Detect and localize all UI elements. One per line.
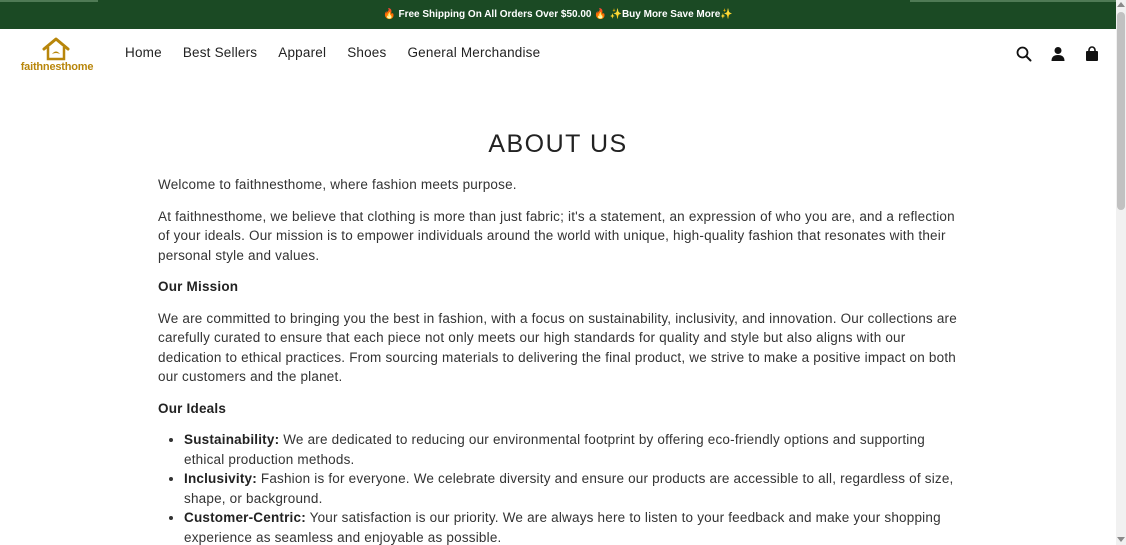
nav-general-merchandise[interactable]: General Merchandise: [407, 45, 541, 60]
page-title: ABOUT US: [488, 130, 628, 158]
nav-home[interactable]: Home: [125, 45, 162, 60]
list-item: [184, 508, 958, 545]
announcement-text: 🔥 Free Shipping On All Orders Over $50.00 🔥 ✨Buy More Save More✨: [383, 9, 733, 20]
announcement-bar: [0, 0, 1116, 29]
ideals-heading: Our Ideals: [158, 400, 227, 416]
ideal-term: Customer-Centric:: [184, 510, 306, 525]
site-header: [0, 29, 1116, 79]
list-item: [184, 469, 958, 508]
announcement-divider: [0, 0, 98, 2]
account-icon[interactable]: [1050, 46, 1066, 62]
page-scrollbar[interactable]: [1116, 0, 1126, 545]
cart-icon[interactable]: [1084, 46, 1100, 62]
about-content: [158, 130, 958, 545]
ideal-term: Inclusivity:: [184, 471, 257, 486]
ideals-list: [184, 430, 958, 545]
logo[interactable]: [19, 37, 95, 75]
list-item: [184, 430, 958, 469]
main-nav: [125, 45, 561, 60]
search-icon[interactable]: [1016, 46, 1032, 62]
belief-text: At faithnesthome, we believe that clothing is more than just fabric; it's a statement, an expression of who you are, and a reflection of your ideals. Our mission is to empower individuals around the world with unique, high-quality fashion that resonates with their personal style and values.: [158, 208, 955, 263]
ideal-term: Sustainability:: [184, 432, 280, 447]
announcement-divider: [910, 0, 1116, 2]
scroll-down-arrow-icon[interactable]: [1117, 537, 1125, 542]
mission-text: We are committed to bringing you the best in fashion, with a focus on sustainability, inclusivity, and innovation. Our collections are carefully curated to ensure that each piece not only meets our high standards for quality and style but also aligns with our dedication to ethical practices. From sourcing materials to delivering the final product, we strive to make a positive impact on both our customers and the planet.: [158, 310, 957, 384]
intro-text: Welcome to faithnesthome, where fashion meets purpose.: [158, 177, 517, 192]
header-icons: [1016, 46, 1100, 62]
nav-best-sellers[interactable]: Best Sellers: [182, 45, 258, 60]
scroll-thumb[interactable]: [1117, 12, 1125, 210]
ideal-text: We are dedicated to reducing our environmental footprint by offering eco-friendly options and supporting ethical production methods.: [184, 432, 925, 467]
nav-apparel[interactable]: Apparel: [278, 45, 327, 60]
nav-shoes[interactable]: Shoes: [347, 45, 387, 60]
ideal-text: Fashion is for everyone. We celebrate diversity and ensure our products are accessible to all, regardless of size, shape, or background.: [184, 471, 954, 506]
mission-heading: Our Mission: [158, 279, 239, 294]
ideal-text: Your satisfaction is our priority. We are always here to listen to your feedback and make your shopping experience as seamless and enjoyable as possible.: [184, 510, 941, 545]
scroll-up-arrow-icon[interactable]: [1117, 2, 1125, 7]
logo-text: faithnesthome: [20, 61, 94, 73]
house-logo-icon: [42, 37, 70, 61]
